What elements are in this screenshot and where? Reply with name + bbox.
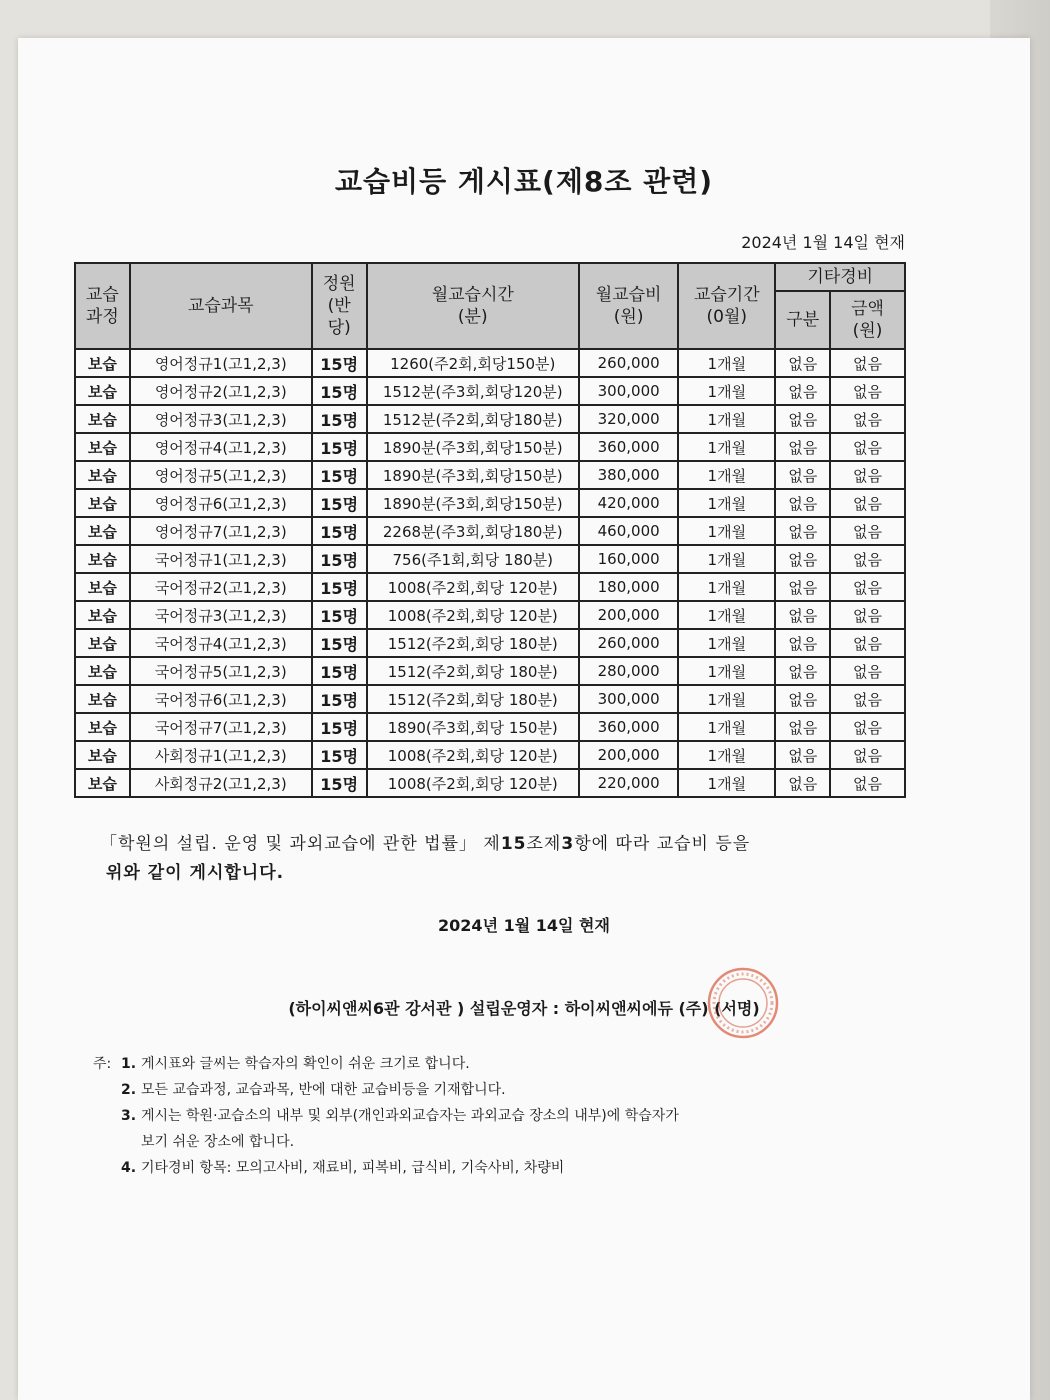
cell-capacity: 15명 [312, 741, 367, 769]
cell-course: 보습 [75, 769, 130, 797]
cell-monthly-fee: 260,000 [579, 349, 678, 377]
header-subject: 교습과목 [130, 263, 312, 349]
cell-other-type: 없음 [775, 741, 830, 769]
cell-capacity: 15명 [312, 461, 367, 489]
table-row [75, 657, 905, 685]
footnote-4: 4. 기타경비 항목: 모의고사비, 재료비, 피복비, 급식비, 기숙사비, 차량비 [121, 1160, 565, 1176]
cell-other-amount: 없음 [830, 517, 905, 545]
cell-capacity: 15명 [312, 489, 367, 517]
table-row [75, 713, 905, 741]
cell-capacity: 15명 [312, 517, 367, 545]
cell-other-type: 없음 [775, 601, 830, 629]
cell-subject: 국어정규6(고1,2,3) [130, 685, 312, 713]
table-row [75, 685, 905, 713]
cell-capacity: 15명 [312, 349, 367, 377]
cell-period: 1개월 [678, 685, 775, 713]
cell-capacity: 15명 [312, 657, 367, 685]
cell-subject: 영어정규4(고1,2,3) [130, 433, 312, 461]
cell-period: 1개월 [678, 545, 775, 573]
cell-monthly-hours: 1008(주2회,회당 120분) [367, 601, 580, 629]
cell-other-type: 없음 [775, 629, 830, 657]
table-row [75, 629, 905, 657]
cell-course: 보습 [75, 433, 130, 461]
cell-course: 보습 [75, 405, 130, 433]
cell-monthly-fee: 360,000 [579, 713, 678, 741]
cell-course: 보습 [75, 573, 130, 601]
header-other-expenses: 기타경비 [775, 263, 905, 291]
table-row [75, 377, 905, 405]
footnotes [93, 1051, 853, 1181]
cell-monthly-fee: 180,000 [579, 573, 678, 601]
header-capacity: 정원 (반 당) [312, 263, 367, 349]
cell-course: 보습 [75, 685, 130, 713]
cell-monthly-fee: 200,000 [579, 601, 678, 629]
cell-course: 보습 [75, 349, 130, 377]
cell-period: 1개월 [678, 741, 775, 769]
cell-monthly-fee: 420,000 [579, 489, 678, 517]
cell-monthly-fee: 380,000 [579, 461, 678, 489]
cell-monthly-hours: 756(주1회,회당 180분) [367, 545, 580, 573]
cell-monthly-fee: 260,000 [579, 629, 678, 657]
cell-subject: 영어정규6(고1,2,3) [130, 489, 312, 517]
cell-monthly-fee: 320,000 [579, 405, 678, 433]
fee-table-body [75, 349, 905, 797]
cell-subject: 국어정규4(고1,2,3) [130, 629, 312, 657]
cell-subject: 영어정규1(고1,2,3) [130, 349, 312, 377]
cell-capacity: 15명 [312, 545, 367, 573]
cell-monthly-hours: 1890(주3회,회당 150분) [367, 713, 580, 741]
table-row [75, 349, 905, 377]
cell-other-type: 없음 [775, 349, 830, 377]
header-other-amount: 금액 (원) [830, 291, 905, 349]
cell-other-type: 없음 [775, 433, 830, 461]
cell-period: 1개월 [678, 405, 775, 433]
cell-other-type: 없음 [775, 685, 830, 713]
notice-line-1: 「학원의 설립. 운영 및 과외교습에 관한 법률」 제15조제3항에 따라 교습비 등을 [100, 834, 751, 854]
cell-monthly-hours: 1260(주2회,회당150분) [367, 349, 580, 377]
cell-other-type: 없음 [775, 769, 830, 797]
footnote-3: 3. 게시는 학원·교습소의 내부 및 외부(개인과외교습자는 과외교습 장소의 내부)에 학습자가 [121, 1108, 679, 1124]
cell-other-type: 없음 [775, 713, 830, 741]
cell-monthly-hours: 1512(주2회,회당 180분) [367, 629, 580, 657]
cell-monthly-hours: 1008(주2회,회당 120분) [367, 573, 580, 601]
cell-monthly-fee: 300,000 [579, 685, 678, 713]
cell-period: 1개월 [678, 489, 775, 517]
cell-period: 1개월 [678, 573, 775, 601]
cell-period: 1개월 [678, 517, 775, 545]
legal-notice [100, 830, 880, 888]
cell-capacity: 15명 [312, 405, 367, 433]
cell-capacity: 15명 [312, 433, 367, 461]
cell-period: 1개월 [678, 601, 775, 629]
cell-other-amount: 없음 [830, 489, 905, 517]
cell-other-amount: 없음 [830, 769, 905, 797]
cell-period: 1개월 [678, 769, 775, 797]
table-row [75, 573, 905, 601]
cell-capacity: 15명 [312, 573, 367, 601]
cell-period: 1개월 [678, 629, 775, 657]
cell-other-type: 없음 [775, 461, 830, 489]
cell-other-amount: 없음 [830, 657, 905, 685]
cell-other-amount: 없음 [830, 545, 905, 573]
cell-monthly-fee: 280,000 [579, 657, 678, 685]
cell-course: 보습 [75, 601, 130, 629]
cell-other-amount: 없음 [830, 349, 905, 377]
cell-monthly-hours: 1890분(주3회,회당150분) [367, 489, 580, 517]
cell-subject: 영어정규3(고1,2,3) [130, 405, 312, 433]
footnote-3-continuation: 보기 쉬운 장소에 합니다. [141, 1134, 295, 1150]
table-row [75, 545, 905, 573]
cell-monthly-fee: 160,000 [579, 545, 678, 573]
table-row [75, 489, 905, 517]
cell-subject: 영어정규2(고1,2,3) [130, 377, 312, 405]
table-row [75, 601, 905, 629]
cell-course: 보습 [75, 489, 130, 517]
cell-subject: 국어정규3(고1,2,3) [130, 601, 312, 629]
cell-course: 보습 [75, 517, 130, 545]
header-monthly-hours: 월교습시간 (분) [367, 263, 580, 349]
table-row [75, 405, 905, 433]
header-period: 교습기간 (0월) [678, 263, 775, 349]
cell-subject: 영어정규5(고1,2,3) [130, 461, 312, 489]
document-title: 교습비등 게시표(제8조 관련) [334, 165, 714, 198]
cell-monthly-hours: 1890분(주3회,회당150분) [367, 461, 580, 489]
cell-monthly-hours: 1890분(주3회,회당150분) [367, 433, 580, 461]
cell-subject: 국어정규2(고1,2,3) [130, 573, 312, 601]
cell-other-amount: 없음 [830, 433, 905, 461]
cell-course: 보습 [75, 741, 130, 769]
cell-other-type: 없음 [775, 489, 830, 517]
cell-other-amount: 없음 [830, 405, 905, 433]
header-monthly-fee: 월교습비 (원) [579, 263, 678, 349]
cell-subject: 영어정규7(고1,2,3) [130, 517, 312, 545]
cell-period: 1개월 [678, 349, 775, 377]
cell-other-amount: 없음 [830, 713, 905, 741]
cell-other-type: 없음 [775, 657, 830, 685]
cell-other-type: 없음 [775, 377, 830, 405]
cell-monthly-hours: 1512분(주2회,회당180분) [367, 405, 580, 433]
cell-other-type: 없음 [775, 545, 830, 573]
cell-period: 1개월 [678, 713, 775, 741]
cell-capacity: 15명 [312, 629, 367, 657]
header-other-type: 구분 [775, 291, 830, 349]
cell-monthly-hours: 1008(주2회,회당 120분) [367, 769, 580, 797]
cell-capacity: 15명 [312, 601, 367, 629]
cell-capacity: 15명 [312, 769, 367, 797]
table-row [75, 517, 905, 545]
cell-other-amount: 없음 [830, 601, 905, 629]
cell-course: 보습 [75, 545, 130, 573]
cell-course: 보습 [75, 657, 130, 685]
cell-monthly-hours: 1512(주2회,회당 180분) [367, 685, 580, 713]
cell-subject: 사회정규1(고1,2,3) [130, 741, 312, 769]
fee-table [74, 262, 906, 798]
cell-monthly-hours: 1512분(주3회,회당120분) [367, 377, 580, 405]
cell-monthly-fee: 300,000 [579, 377, 678, 405]
cell-other-type: 없음 [775, 517, 830, 545]
cell-period: 1개월 [678, 377, 775, 405]
cell-course: 보습 [75, 713, 130, 741]
table-row [75, 769, 905, 797]
cell-monthly-hours: 1008(주2회,회당 120분) [367, 741, 580, 769]
posted-document [18, 38, 1030, 1400]
date-as-of-top: 2024년 1월 14일 현재 [741, 233, 905, 252]
date-as-of-bottom: 2024년 1월 14일 현재 [438, 916, 610, 935]
cell-other-amount: 없음 [830, 461, 905, 489]
cell-subject: 국어정규7(고1,2,3) [130, 713, 312, 741]
footnote-1: 주: 1. 게시표와 글씨는 학습자의 확인이 쉬운 크기로 합니다. [93, 1056, 470, 1072]
table-row [75, 741, 905, 769]
cell-other-type: 없음 [775, 405, 830, 433]
cell-subject: 국어정규1(고1,2,3) [130, 545, 312, 573]
cell-period: 1개월 [678, 433, 775, 461]
operator-line: (하이씨앤씨6관 강서관 ) 설립운영자 : 하이씨앤씨에듀 (주) (서명) [288, 999, 760, 1018]
header-course: 교습 과정 [75, 263, 130, 349]
cell-capacity: 15명 [312, 685, 367, 713]
cell-other-type: 없음 [775, 573, 830, 601]
cell-other-amount: 없음 [830, 573, 905, 601]
cell-other-amount: 없음 [830, 377, 905, 405]
footnote-2: 2. 모든 교습과정, 교습과목, 반에 대한 교습비등을 기재합니다. [121, 1082, 506, 1098]
cell-other-amount: 없음 [830, 685, 905, 713]
cell-monthly-hours: 1512(주2회,회당 180분) [367, 657, 580, 685]
cell-course: 보습 [75, 461, 130, 489]
cell-monthly-fee: 200,000 [579, 741, 678, 769]
cell-monthly-fee: 460,000 [579, 517, 678, 545]
notice-line-2: 위와 같이 게시합니다. [106, 863, 285, 883]
official-seal-stamp [706, 966, 780, 1040]
table-row [75, 461, 905, 489]
cell-capacity: 15명 [312, 377, 367, 405]
cell-monthly-fee: 360,000 [579, 433, 678, 461]
cell-course: 보습 [75, 377, 130, 405]
cell-monthly-hours: 2268분(주3회,회당180분) [367, 517, 580, 545]
cell-capacity: 15명 [312, 713, 367, 741]
table-row [75, 433, 905, 461]
cell-monthly-fee: 220,000 [579, 769, 678, 797]
cell-other-amount: 없음 [830, 741, 905, 769]
cell-period: 1개월 [678, 657, 775, 685]
cell-course: 보습 [75, 629, 130, 657]
cell-subject: 사회정규2(고1,2,3) [130, 769, 312, 797]
cell-other-amount: 없음 [830, 629, 905, 657]
cell-subject: 국어정규5(고1,2,3) [130, 657, 312, 685]
cell-period: 1개월 [678, 461, 775, 489]
